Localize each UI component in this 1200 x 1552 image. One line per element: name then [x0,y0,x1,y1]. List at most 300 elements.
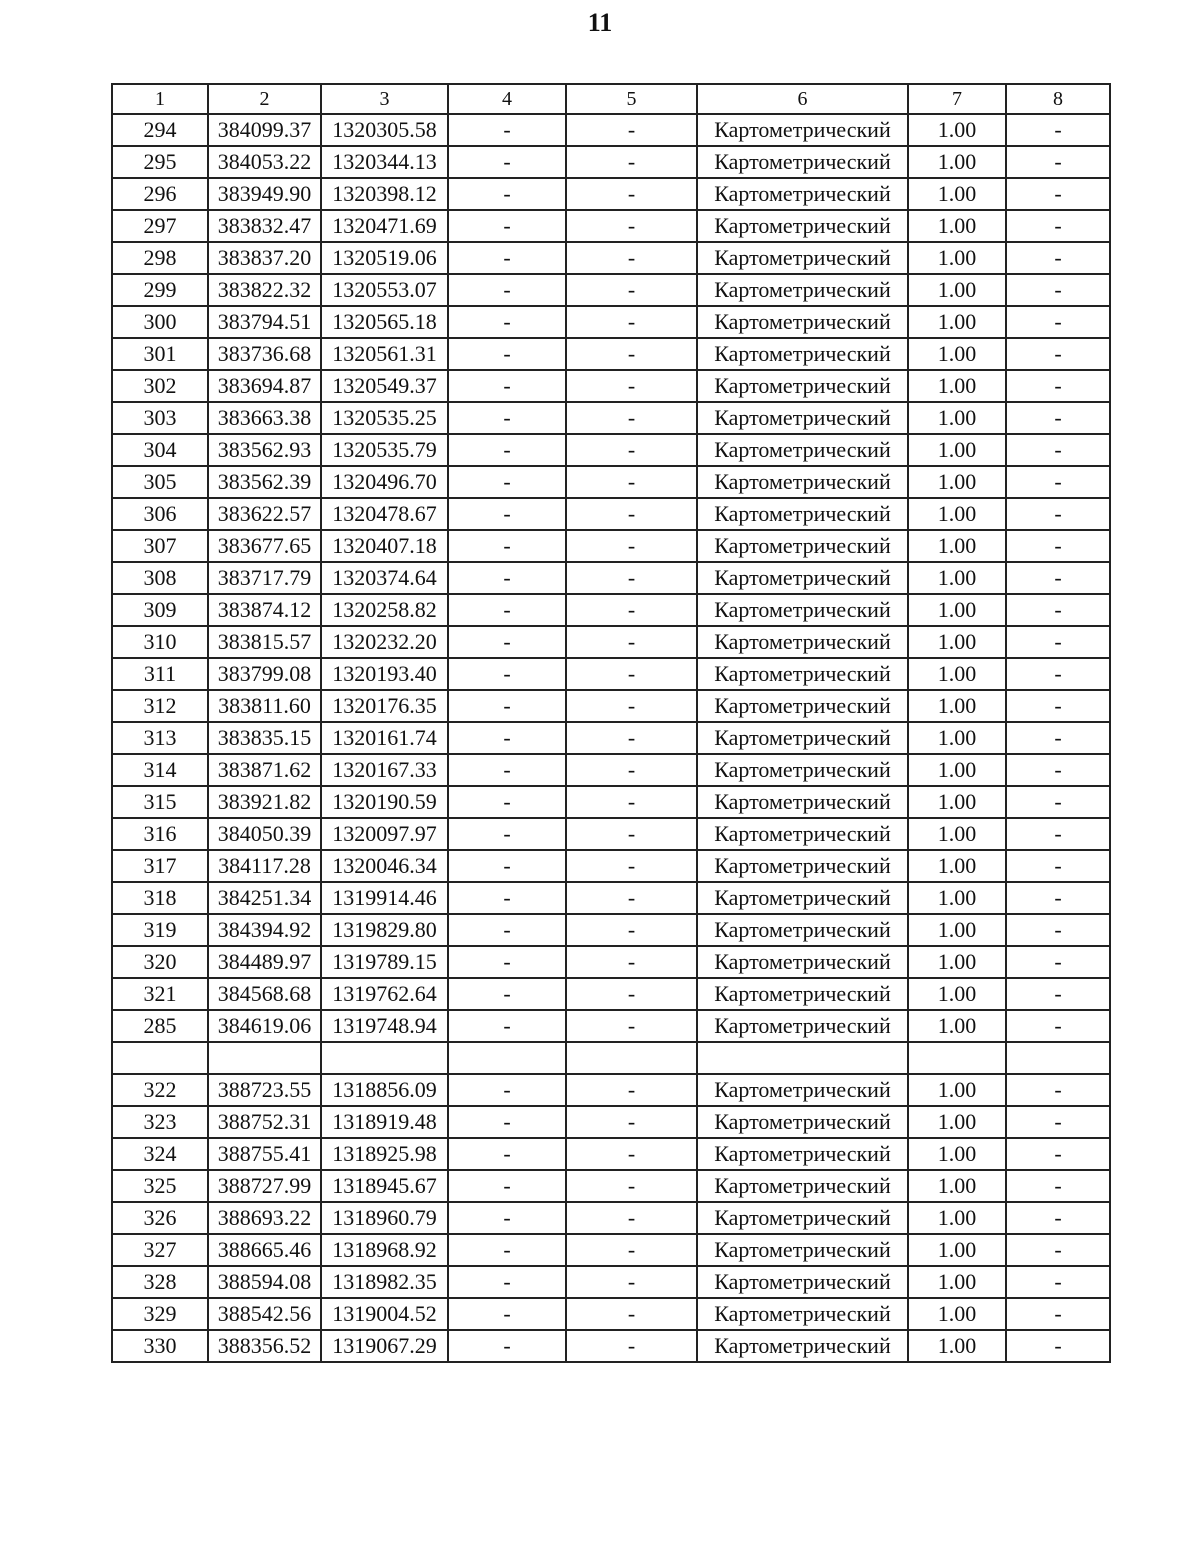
method-cell: Картометрический [697,722,908,754]
table-row [112,658,1110,690]
accuracy-cell: 1.00 [908,530,1006,562]
table-row [112,466,1110,498]
col5-cell: - [566,978,697,1010]
y-coordinate-cell: 1320176.35 [321,690,448,722]
point-number-cell: 315 [112,786,208,818]
col5-cell: - [566,1170,697,1202]
col5-cell: - [566,242,697,274]
point-number-cell: 298 [112,242,208,274]
table-row [112,338,1110,370]
table-row [112,818,1110,850]
col8-cell: - [1006,1202,1110,1234]
col4-cell: - [448,626,566,658]
column-header: 7 [908,84,1006,114]
y-coordinate-cell: 1318982.35 [321,1266,448,1298]
y-coordinate-cell: 1319067.29 [321,1330,448,1362]
x-coordinate-cell: 383717.79 [208,562,321,594]
x-coordinate-cell: 384117.28 [208,850,321,882]
accuracy-cell: 1.00 [908,818,1006,850]
col4-cell: - [448,1138,566,1170]
col8-cell: - [1006,1298,1110,1330]
table-row [112,1106,1110,1138]
table-row [112,434,1110,466]
accuracy-cell [908,1042,1006,1074]
y-coordinate-cell: 1320344.13 [321,146,448,178]
col4-cell: - [448,1298,566,1330]
accuracy-cell: 1.00 [908,1330,1006,1362]
accuracy-cell: 1.00 [908,1298,1006,1330]
method-cell: Картометрический [697,594,908,626]
y-coordinate-cell: 1318945.67 [321,1170,448,1202]
accuracy-cell: 1.00 [908,978,1006,1010]
table-row [112,1298,1110,1330]
col4-cell: - [448,210,566,242]
accuracy-cell: 1.00 [908,306,1006,338]
method-cell: Картометрический [697,914,908,946]
y-coordinate-cell: 1320519.06 [321,242,448,274]
col8-cell: - [1006,210,1110,242]
method-cell: Картометрический [697,658,908,690]
col8-cell: - [1006,818,1110,850]
col4-cell: - [448,882,566,914]
point-number-cell: 305 [112,466,208,498]
table-body [112,114,1110,1362]
column-header: 6 [697,84,908,114]
col8-cell: - [1006,242,1110,274]
point-number-cell: 303 [112,402,208,434]
col4-cell: - [448,338,566,370]
col5-cell: - [566,434,697,466]
method-cell: Картометрический [697,306,908,338]
column-header: 1 [112,84,208,114]
col8-cell: - [1006,1106,1110,1138]
accuracy-cell: 1.00 [908,1234,1006,1266]
y-coordinate-cell: 1320407.18 [321,530,448,562]
col8-cell: - [1006,178,1110,210]
col5-cell: - [566,1074,697,1106]
point-number-cell: 329 [112,1298,208,1330]
table-row [112,914,1110,946]
method-cell: Картометрический [697,690,908,722]
col5-cell: - [566,946,697,978]
page-number: 11 [587,8,613,37]
accuracy-cell: 1.00 [908,850,1006,882]
col5-cell: - [566,338,697,370]
x-coordinate-cell: 384053.22 [208,146,321,178]
col8-cell: - [1006,754,1110,786]
col5-cell: - [566,402,697,434]
point-number-cell: 307 [112,530,208,562]
column-header: 3 [321,84,448,114]
table-row [112,722,1110,754]
col5-cell: - [566,1138,697,1170]
col4-cell: - [448,786,566,818]
col5-cell: - [566,114,697,146]
point-number-cell: 306 [112,498,208,530]
method-cell: Картометрический [697,1138,908,1170]
col4-cell: - [448,1010,566,1042]
accuracy-cell: 1.00 [908,402,1006,434]
column-header: 2 [208,84,321,114]
col5-cell: - [566,594,697,626]
method-cell: Картометрический [697,626,908,658]
x-coordinate-cell: 388693.22 [208,1202,321,1234]
y-coordinate-cell: 1320535.25 [321,402,448,434]
method-cell: Картометрический [697,754,908,786]
method-cell: Картометрический [697,882,908,914]
table-row [112,370,1110,402]
col4-cell: - [448,242,566,274]
col8-cell: - [1006,498,1110,530]
accuracy-cell: 1.00 [908,1010,1006,1042]
accuracy-cell: 1.00 [908,434,1006,466]
method-cell: Картометрический [697,562,908,594]
point-number-cell: 327 [112,1234,208,1266]
y-coordinate-cell: 1318960.79 [321,1202,448,1234]
y-coordinate-cell: 1318919.48 [321,1106,448,1138]
y-coordinate-cell: 1319914.46 [321,882,448,914]
accuracy-cell: 1.00 [908,210,1006,242]
accuracy-cell: 1.00 [908,498,1006,530]
table-row [112,946,1110,978]
x-coordinate-cell: 384099.37 [208,114,321,146]
point-number-cell: 296 [112,178,208,210]
column-header: 4 [448,84,566,114]
col4-cell: - [448,530,566,562]
y-coordinate-cell: 1320046.34 [321,850,448,882]
point-number-cell: 314 [112,754,208,786]
x-coordinate-cell: 384050.39 [208,818,321,850]
accuracy-cell: 1.00 [908,178,1006,210]
col4-cell: - [448,722,566,754]
col8-cell: - [1006,1266,1110,1298]
col4-cell: - [448,1074,566,1106]
coordinates-table [111,83,1111,1363]
point-number-cell: 299 [112,274,208,306]
col8-cell: - [1006,1234,1110,1266]
table-row [112,1266,1110,1298]
col5-cell: - [566,274,697,306]
x-coordinate-cell: 383562.39 [208,466,321,498]
col8-cell: - [1006,978,1110,1010]
table-row [112,530,1110,562]
col8-cell: - [1006,1010,1110,1042]
y-coordinate-cell: 1319004.52 [321,1298,448,1330]
col8-cell: - [1006,1330,1110,1362]
point-number-cell: 330 [112,1330,208,1362]
y-coordinate-cell: 1320232.20 [321,626,448,658]
y-coordinate-cell: 1320193.40 [321,658,448,690]
x-coordinate-cell: 383562.93 [208,434,321,466]
col4-cell: - [448,1330,566,1362]
col5-cell: - [566,146,697,178]
method-cell: Картометрический [697,210,908,242]
table-row [112,242,1110,274]
y-coordinate-cell: 1320535.79 [321,434,448,466]
table-row [112,978,1110,1010]
y-coordinate-cell: 1320478.67 [321,498,448,530]
col5-cell: - [566,498,697,530]
x-coordinate-cell: 383815.57 [208,626,321,658]
table-row [112,210,1110,242]
col5-cell: - [566,370,697,402]
col5-cell: - [566,690,697,722]
col4-cell [448,1042,566,1074]
x-coordinate-cell: 383694.87 [208,370,321,402]
col5-cell: - [566,1234,697,1266]
col4-cell: - [448,370,566,402]
x-coordinate-cell: 388542.56 [208,1298,321,1330]
table-row [112,850,1110,882]
method-cell: Картометрический [697,1074,908,1106]
table-row [112,1138,1110,1170]
table-row [112,882,1110,914]
x-coordinate-cell: 384489.97 [208,946,321,978]
col4-cell: - [448,850,566,882]
accuracy-cell: 1.00 [908,658,1006,690]
col5-cell: - [566,1266,697,1298]
col5-cell: - [566,530,697,562]
y-coordinate-cell: 1320161.74 [321,722,448,754]
table-row [112,1074,1110,1106]
y-coordinate-cell: 1320553.07 [321,274,448,306]
col8-cell: - [1006,786,1110,818]
col8-cell: - [1006,338,1110,370]
x-coordinate-cell: 388755.41 [208,1138,321,1170]
x-coordinate-cell: 383832.47 [208,210,321,242]
col5-cell: - [566,626,697,658]
col5-cell: - [566,754,697,786]
x-coordinate-cell: 388727.99 [208,1170,321,1202]
x-coordinate-cell: 388356.52 [208,1330,321,1362]
accuracy-cell: 1.00 [908,786,1006,818]
col4-cell: - [448,498,566,530]
x-coordinate-cell: 384394.92 [208,914,321,946]
col4-cell: - [448,1170,566,1202]
x-coordinate-cell: 388665.46 [208,1234,321,1266]
accuracy-cell: 1.00 [908,466,1006,498]
y-coordinate-cell: 1318856.09 [321,1074,448,1106]
accuracy-cell: 1.00 [908,1202,1006,1234]
col8-cell: - [1006,402,1110,434]
y-coordinate-cell: 1320305.58 [321,114,448,146]
col5-cell [566,1042,697,1074]
accuracy-cell: 1.00 [908,242,1006,274]
y-coordinate-cell: 1320167.33 [321,754,448,786]
table-row [112,690,1110,722]
method-cell: Картометрический [697,402,908,434]
y-coordinate-cell: 1319748.94 [321,1010,448,1042]
x-coordinate-cell: 383921.82 [208,786,321,818]
accuracy-cell: 1.00 [908,882,1006,914]
col4-cell: - [448,1202,566,1234]
col8-cell: - [1006,466,1110,498]
point-number-cell: 325 [112,1170,208,1202]
col8-cell: - [1006,146,1110,178]
point-number-cell: 302 [112,370,208,402]
y-coordinate-cell: 1320471.69 [321,210,448,242]
col5-cell: - [566,1298,697,1330]
method-cell: Картометрический [697,178,908,210]
x-coordinate-cell: 383677.65 [208,530,321,562]
table-header-row [112,84,1110,114]
y-coordinate-cell [321,1042,448,1074]
x-coordinate-cell: 383949.90 [208,178,321,210]
y-coordinate-cell: 1319762.64 [321,978,448,1010]
col4-cell: - [448,306,566,338]
col5-cell: - [566,658,697,690]
col4-cell: - [448,562,566,594]
col4-cell: - [448,114,566,146]
col8-cell: - [1006,722,1110,754]
method-cell [697,1042,908,1074]
x-coordinate-cell: 388594.08 [208,1266,321,1298]
point-number-cell: 309 [112,594,208,626]
y-coordinate-cell: 1320549.37 [321,370,448,402]
col5-cell: - [566,210,697,242]
x-coordinate-cell: 383822.32 [208,274,321,306]
method-cell: Картометрический [697,242,908,274]
method-cell: Картометрический [697,530,908,562]
x-coordinate-cell: 383736.68 [208,338,321,370]
col4-cell: - [448,946,566,978]
method-cell: Картометрический [697,786,908,818]
point-number-cell: 308 [112,562,208,594]
y-coordinate-cell: 1319829.80 [321,914,448,946]
col8-cell: - [1006,1074,1110,1106]
point-number-cell: 304 [112,434,208,466]
col4-cell: - [448,466,566,498]
col5-cell: - [566,1010,697,1042]
col8-cell: - [1006,690,1110,722]
method-cell: Картометрический [697,466,908,498]
table-row [112,1202,1110,1234]
table-row [112,1010,1110,1042]
col4-cell: - [448,1106,566,1138]
x-coordinate-cell: 384619.06 [208,1010,321,1042]
point-number-cell: 322 [112,1074,208,1106]
point-number-cell: 324 [112,1138,208,1170]
x-coordinate-cell: 383799.08 [208,658,321,690]
point-number-cell [112,1042,208,1074]
y-coordinate-cell: 1319789.15 [321,946,448,978]
accuracy-cell: 1.00 [908,370,1006,402]
table-row [112,1330,1110,1362]
table-row [112,562,1110,594]
col8-cell: - [1006,370,1110,402]
y-coordinate-cell: 1320258.82 [321,594,448,626]
table-row [112,146,1110,178]
col8-cell: - [1006,530,1110,562]
col5-cell: - [566,1106,697,1138]
x-coordinate-cell [208,1042,321,1074]
y-coordinate-cell: 1320565.18 [321,306,448,338]
x-coordinate-cell: 388723.55 [208,1074,321,1106]
accuracy-cell: 1.00 [908,914,1006,946]
col8-cell: - [1006,306,1110,338]
point-number-cell: 328 [112,1266,208,1298]
col4-cell: - [448,178,566,210]
accuracy-cell: 1.00 [908,1074,1006,1106]
method-cell: Картометрический [697,1106,908,1138]
col8-cell: - [1006,850,1110,882]
col5-cell: - [566,1330,697,1362]
y-coordinate-cell: 1320190.59 [321,786,448,818]
point-number-cell: 323 [112,1106,208,1138]
col8-cell: - [1006,658,1110,690]
col8-cell: - [1006,626,1110,658]
table-row [112,1234,1110,1266]
table-row [112,274,1110,306]
method-cell: Картометрический [697,1202,908,1234]
point-number-cell: 300 [112,306,208,338]
y-coordinate-cell: 1318925.98 [321,1138,448,1170]
table-row [112,306,1110,338]
col8-cell: - [1006,882,1110,914]
table-row [112,178,1110,210]
x-coordinate-cell: 383837.20 [208,242,321,274]
col8-cell: - [1006,114,1110,146]
col5-cell: - [566,1202,697,1234]
point-number-cell: 320 [112,946,208,978]
method-cell: Картометрический [697,1010,908,1042]
col8-cell: - [1006,434,1110,466]
col4-cell: - [448,978,566,1010]
col4-cell: - [448,658,566,690]
table-row [112,754,1110,786]
point-number-cell: 294 [112,114,208,146]
col5-cell: - [566,882,697,914]
col8-cell: - [1006,946,1110,978]
method-cell: Картометрический [697,818,908,850]
table-row [112,1042,1110,1074]
column-header: 5 [566,84,697,114]
col8-cell: - [1006,1138,1110,1170]
accuracy-cell: 1.00 [908,114,1006,146]
col8-cell: - [1006,594,1110,626]
method-cell: Картометрический [697,274,908,306]
column-header: 8 [1006,84,1110,114]
y-coordinate-cell: 1320561.31 [321,338,448,370]
point-number-cell: 310 [112,626,208,658]
col5-cell: - [566,818,697,850]
method-cell: Картометрический [697,146,908,178]
accuracy-cell: 1.00 [908,1266,1006,1298]
y-coordinate-cell: 1320496.70 [321,466,448,498]
method-cell: Картометрический [697,114,908,146]
point-number-cell: 301 [112,338,208,370]
accuracy-cell: 1.00 [908,690,1006,722]
y-coordinate-cell: 1320374.64 [321,562,448,594]
point-number-cell: 326 [112,1202,208,1234]
method-cell: Картометрический [697,1298,908,1330]
method-cell: Картометрический [697,434,908,466]
x-coordinate-cell: 383794.51 [208,306,321,338]
accuracy-cell: 1.00 [908,754,1006,786]
accuracy-cell: 1.00 [908,594,1006,626]
table-row [112,114,1110,146]
x-coordinate-cell: 383622.57 [208,498,321,530]
point-number-cell: 295 [112,146,208,178]
table-row [112,1170,1110,1202]
col5-cell: - [566,562,697,594]
point-number-cell: 297 [112,210,208,242]
col4-cell: - [448,914,566,946]
x-coordinate-cell: 383663.38 [208,402,321,434]
point-number-cell: 313 [112,722,208,754]
col5-cell: - [566,306,697,338]
y-coordinate-cell: 1318968.92 [321,1234,448,1266]
